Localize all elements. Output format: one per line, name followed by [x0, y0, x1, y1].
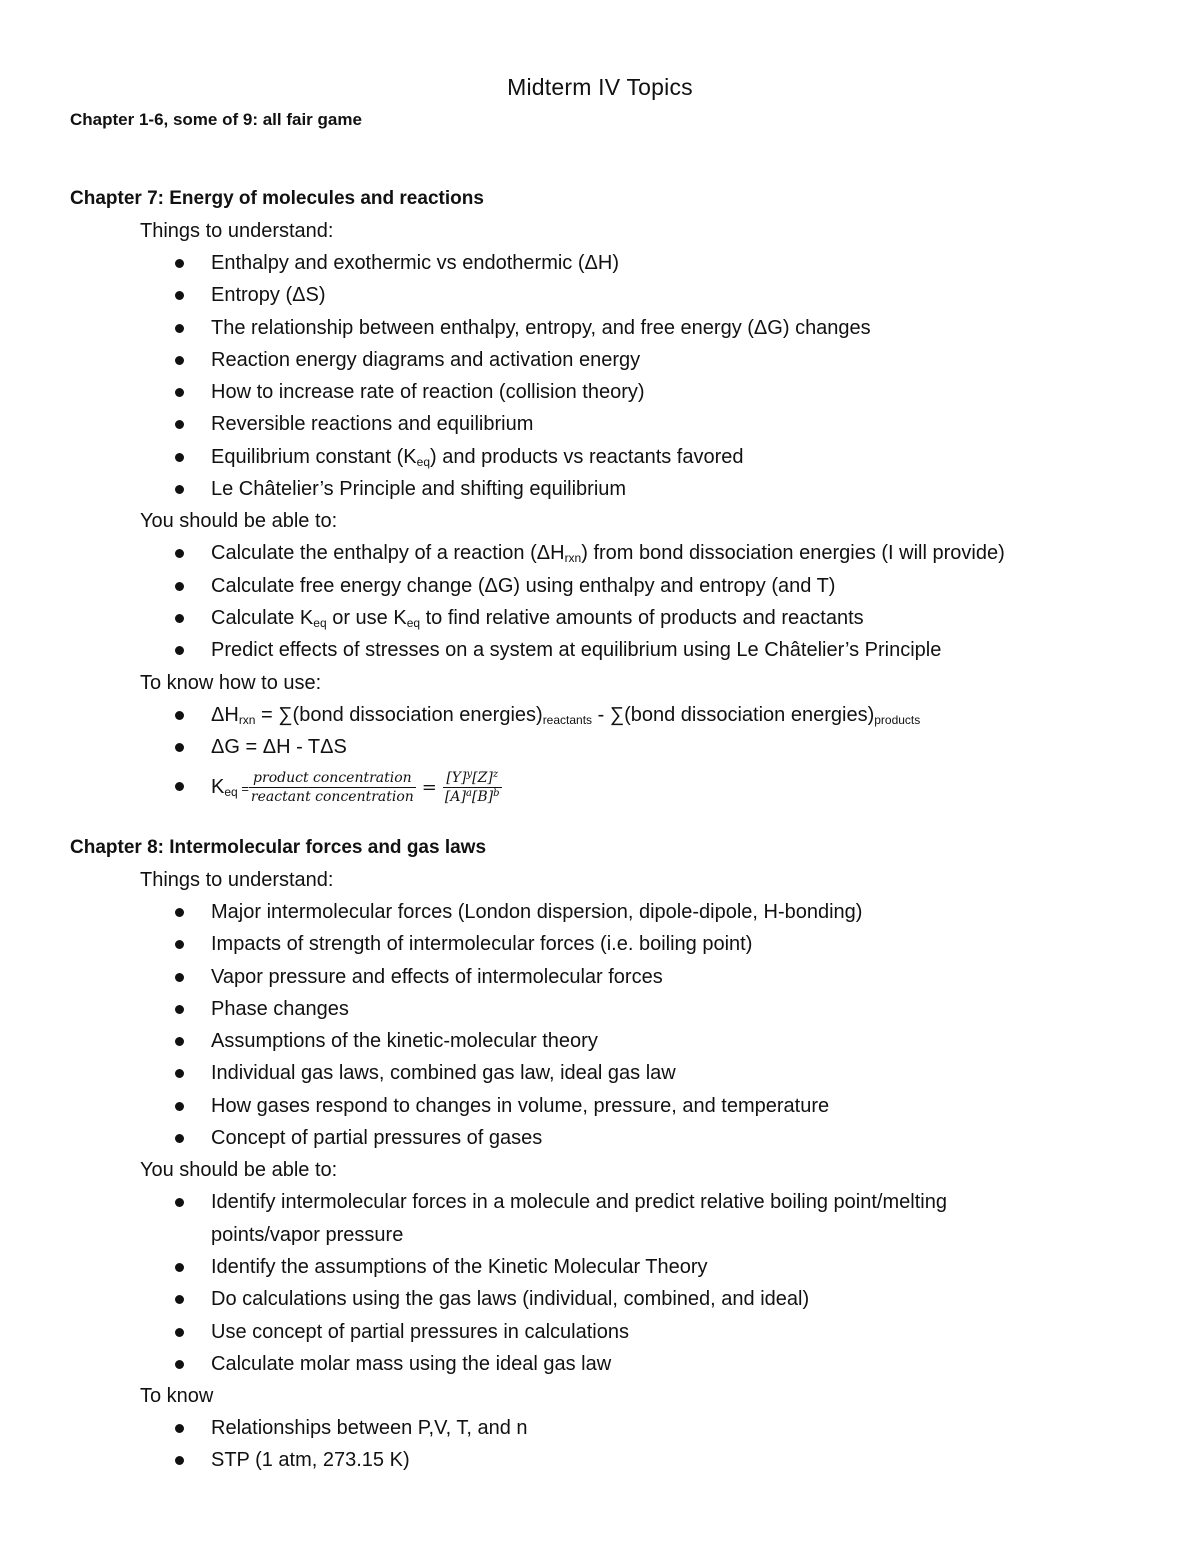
bullet-icon — [175, 485, 184, 494]
bullet-icon — [175, 1102, 184, 1111]
formula-enthalpy: $\Delta H_{rxn}$ = ∑(bond dissociation $energies)_{reactants}$ - ∑(bond dissociation $energies)_{products}$ — [70, 699, 1150, 731]
list-item: The relationship between enthalpy, entropy, and free energy (ΔG) changes — [70, 312, 1150, 344]
bullet-icon — [175, 324, 184, 333]
bullet-icon — [175, 1069, 184, 1078]
bullet-icon — [175, 1328, 184, 1337]
bullet-icon — [175, 420, 184, 429]
list-item: Phase changes — [70, 993, 1150, 1025]
ch8-able-list — [70, 1186, 1150, 1380]
chapter-8-section — [70, 832, 1150, 1477]
list-item: Le Châtelier’s Principle and shifting equilibrium — [70, 473, 1150, 505]
bullet-icon — [175, 614, 184, 623]
bullet-icon — [175, 549, 184, 558]
ch7-able-list — [70, 537, 1150, 666]
ch8-know-list — [70, 1412, 1150, 1477]
ch7-understand-list — [70, 247, 1150, 505]
chapter-7-heading: Chapter 7: Energy of molecules and reactions — [70, 188, 484, 209]
ch8-understand-list — [70, 896, 1150, 1154]
list-item: Assumptions of the kinetic-molecular theory — [70, 1025, 1150, 1057]
bullet-icon — [175, 291, 184, 300]
ch8-know-heading: To know — [140, 1385, 214, 1408]
list-item: Impacts of strength of intermolecular forces (i.e. boiling point) — [70, 928, 1150, 960]
ch7-understand-heading: Things to understand: — [140, 220, 334, 242]
bullet-icon — [175, 782, 184, 791]
ch7-use-heading: To know how to use: — [140, 671, 322, 694]
list-item: Calculate free energy change (ΔG) using enthalpy and entropy (and T) — [70, 570, 1150, 602]
list-item: Entropy (ΔS) — [70, 279, 1150, 311]
bullet-icon — [175, 388, 184, 397]
bullet-icon — [175, 1005, 184, 1014]
bullet-icon — [175, 711, 184, 720]
list-item: Major intermolecular forces (London dispersion, dipole-dipole, H-bonding) — [70, 896, 1150, 928]
list-item: Vapor pressure and effects of intermolecular forces — [70, 961, 1150, 993]
list-item: Reversible reactions and equilibrium — [70, 408, 1150, 440]
bullet-icon — [175, 582, 184, 591]
bullet-icon — [175, 1037, 184, 1046]
list-item: How to increase rate of reaction (collision theory) — [70, 376, 1150, 408]
ch7-formula-list — [70, 699, 1150, 814]
list-item: Identify intermolecular forces in a molecule and predict relative boiling point/melting points/vapor pressure — [70, 1186, 1150, 1251]
bullet-icon — [175, 1360, 184, 1369]
keq-fraction-symbols: $\frac{[Y]^y[Z]^z}{[A]^a[B]^b}$ — [444, 769, 500, 806]
list-item: Calculate $K_{eq}$ or use $K_{eq}$ to find relative amounts of products and reactants — [70, 602, 1150, 634]
chapter-8-heading: Chapter 8: Intermolecular forces and gas laws — [70, 837, 487, 858]
list-item: Individual gas laws, combined gas law, ideal gas law — [70, 1057, 1150, 1089]
bullet-icon — [175, 1456, 184, 1465]
ch8-able-heading: You should be able to: — [140, 1159, 338, 1182]
bullet-icon — [175, 453, 184, 462]
bullet-icon — [175, 743, 184, 752]
page-subtitle: Chapter 1-6, some of 9: all fair game — [70, 110, 362, 129]
page-title: Midterm IV Topics — [507, 74, 693, 100]
formula-keq: $K_{eq}$ = $\frac{\text{product concentration}}{\text{reactant concentration}}$ = $\frac{[Y]^y[Z]^z}{[A]^a[B]^b}$ — [70, 763, 1150, 813]
bullet-icon — [175, 356, 184, 365]
list-item: Calculate the enthalpy of a reaction $(\Delta H_{rxn})$ from bond dissociation energies (I will provide) — [70, 537, 1150, 569]
ch7-able-heading: You should be able to: — [140, 510, 338, 533]
list-item: STP (1 atm, 273.15 K) — [70, 1444, 1150, 1476]
keq-fraction-words: $\frac{\text{product concentration}}{\text{reactant concentration}}$ — [250, 770, 414, 806]
bullet-icon — [175, 908, 184, 917]
list-item: Do calculations using the gas laws (individual, combined, and ideal) — [70, 1283, 1150, 1315]
list-item: Concept of partial pressures of gases — [70, 1122, 1150, 1154]
formula-gibbs: ΔG = ΔH - TΔS — [70, 731, 1150, 763]
list-item: Reaction energy diagrams and activation energy — [70, 344, 1150, 376]
list-item: Equilibrium constant $(K_{eq})$ and products vs reactants favored — [70, 441, 1150, 473]
ch8-understand-heading: Things to understand: — [140, 869, 334, 891]
bullet-icon — [175, 1198, 184, 1207]
bullet-icon — [175, 973, 184, 982]
list-item: Relationships between P,V, T, and n — [70, 1412, 1150, 1444]
bullet-icon — [175, 1295, 184, 1304]
bullet-icon — [175, 646, 184, 655]
bullet-icon — [175, 1263, 184, 1272]
list-item: Enthalpy and exothermic vs endothermic (ΔH) — [70, 247, 1150, 279]
bullet-icon — [175, 1424, 184, 1433]
list-item: How gases respond to changes in volume, pressure, and temperature — [70, 1090, 1150, 1122]
chapter-7-section — [70, 183, 1150, 813]
list-item: Calculate molar mass using the ideal gas law — [70, 1348, 1150, 1380]
list-item: Predict effects of stresses on a system at equilibrium using Le Châtelier’s Principle — [70, 634, 1150, 666]
list-item: Use concept of partial pressures in calculations — [70, 1316, 1150, 1348]
bullet-icon — [175, 940, 184, 949]
bullet-icon — [175, 259, 184, 268]
bullet-icon — [175, 1134, 184, 1143]
list-item: Identify the assumptions of the Kinetic Molecular Theory — [70, 1251, 1150, 1283]
